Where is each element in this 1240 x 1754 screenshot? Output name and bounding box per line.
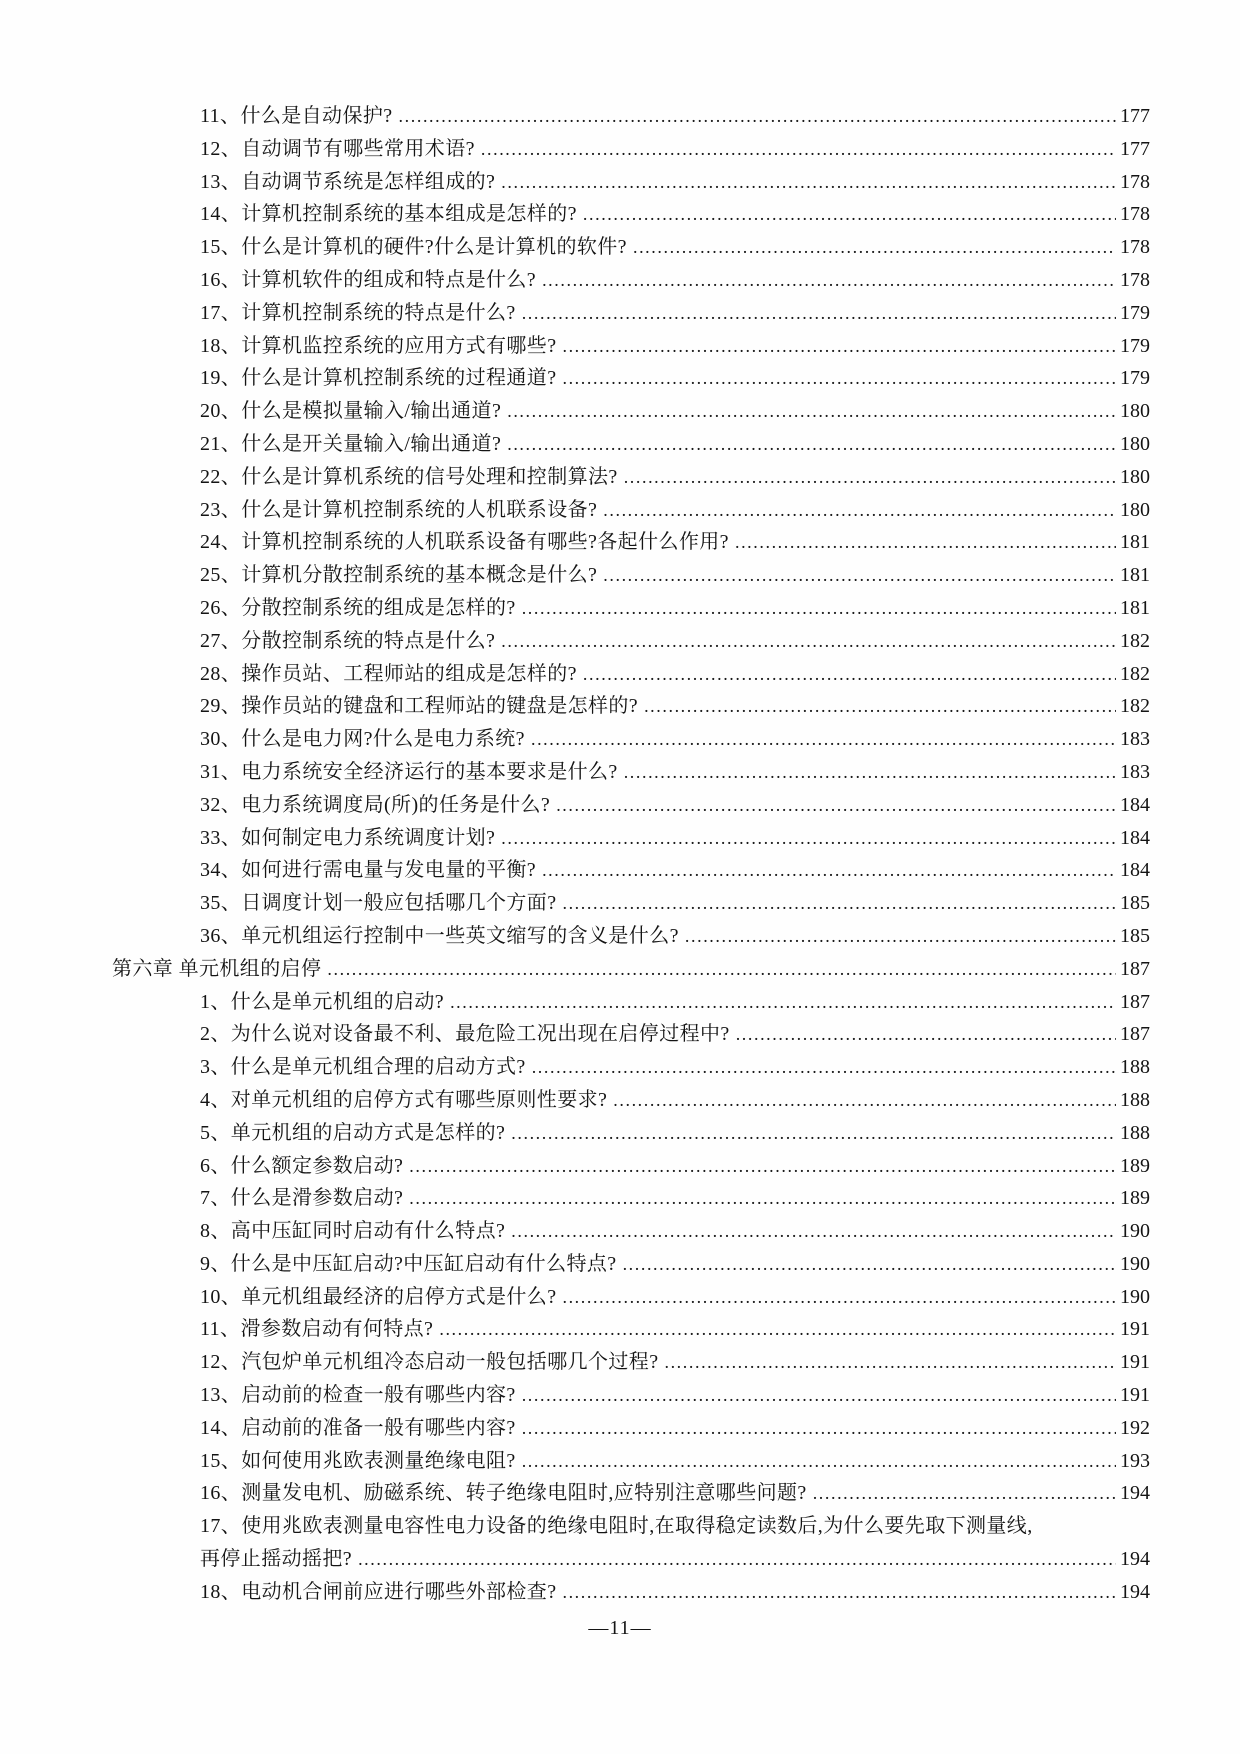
toc-entry	[112, 953, 1150, 986]
toc-entry-label: 19、什么是计算机控制系统的过程通道?	[200, 367, 557, 390]
toc-leader-dots	[501, 625, 1116, 658]
toc-leader-dots	[439, 1313, 1116, 1346]
toc-entry	[112, 1445, 1150, 1478]
toc-entry	[112, 494, 1150, 527]
toc-entry	[112, 822, 1150, 855]
toc-entry-label: 再停止摇动摇把?	[200, 1548, 353, 1571]
toc-entry-label: 16、测量发电机、励磁系统、转子绝缘电阻时,应特别注意哪些问题?	[200, 1482, 807, 1505]
toc-leader-dots	[562, 1576, 1116, 1609]
toc-page-number: 183	[1120, 760, 1150, 783]
toc-entry	[112, 854, 1150, 887]
toc-entry-label: 25、计算机分散控制系统的基本概念是什么?	[200, 564, 598, 587]
toc-entry	[112, 395, 1150, 428]
toc-entry-label: 6、什么额定参数启动?	[200, 1154, 404, 1177]
toc-entry	[112, 1150, 1150, 1183]
toc-leader-dots	[511, 1215, 1116, 1248]
toc-page-number: 184	[1120, 826, 1150, 849]
toc-leader-dots	[613, 1084, 1116, 1117]
toc-entry-label: 29、操作员站的键盘和工程师站的键盘是怎样的?	[200, 695, 639, 718]
toc-leader-dots	[813, 1477, 1116, 1510]
toc-leader-dots	[358, 1543, 1116, 1576]
toc-leader-dots	[556, 789, 1116, 822]
toc-entry-label: 12、自动调节有哪些常用术语?	[200, 137, 475, 160]
toc-entry	[112, 789, 1150, 822]
toc-entry-label: 13、启动前的检查一般有哪些内容?	[200, 1384, 516, 1407]
toc-entry-label: 36、单元机组运行控制中一些英文缩写的含义是什么?	[200, 924, 679, 947]
toc-entry-label: 5、单元机组的启动方式是怎样的?	[200, 1121, 506, 1144]
toc-page-number: 185	[1120, 892, 1150, 915]
toc-entry	[112, 559, 1150, 592]
toc-page-number: 183	[1120, 728, 1150, 751]
toc-page-number: 181	[1120, 596, 1150, 619]
toc-entry	[112, 1248, 1150, 1281]
toc-leader-dots	[399, 100, 1116, 133]
toc-page-number: 188	[1120, 1088, 1150, 1111]
toc-page-number: 188	[1120, 1121, 1150, 1144]
toc-page-number: 185	[1120, 924, 1150, 947]
page-footer-number: —11—	[588, 1617, 652, 1639]
toc-entry	[112, 690, 1150, 723]
toc-page-number: 182	[1120, 695, 1150, 718]
toc-leader-dots	[522, 592, 1116, 625]
toc-page-number: 181	[1120, 564, 1150, 587]
toc-page-number: 180	[1120, 465, 1150, 488]
toc-leader-dots	[603, 559, 1116, 592]
toc-entry-label: 14、启动前的准备一般有哪些内容?	[200, 1416, 516, 1439]
toc-page-number: 178	[1120, 268, 1150, 291]
toc-entry	[112, 166, 1150, 199]
toc-entry	[112, 231, 1150, 264]
toc-entry	[112, 1018, 1150, 1051]
toc-leader-dots	[664, 1346, 1116, 1379]
toc-entry-label: 7、什么是滑参数启动?	[200, 1187, 404, 1210]
toc-entry	[112, 133, 1150, 166]
toc-leader-dots	[522, 297, 1116, 330]
toc-leader-dots	[562, 887, 1116, 920]
toc-page-number: 179	[1120, 334, 1150, 357]
toc-page-number: 192	[1120, 1416, 1150, 1439]
toc-page-number: 179	[1120, 367, 1150, 390]
toc-page-number: 191	[1120, 1318, 1150, 1341]
toc-entry-label: 12、汽包炉单元机组冷态启动一般包括哪几个过程?	[200, 1351, 659, 1374]
toc-entry	[112, 297, 1150, 330]
toc-entry	[112, 264, 1150, 297]
toc-page-number: 188	[1120, 1056, 1150, 1079]
toc-page-number: 177	[1120, 105, 1150, 127]
toc-leader-dots	[562, 330, 1116, 363]
toc-entry	[112, 1412, 1150, 1445]
toc-entry-label: 10、单元机组最经济的启停方式是什么?	[200, 1285, 557, 1308]
toc-entry	[112, 1576, 1150, 1609]
toc-page-number: 181	[1120, 531, 1150, 554]
toc-page-number: 178	[1120, 203, 1150, 226]
toc-entry	[112, 100, 1150, 133]
toc-entry	[112, 887, 1150, 920]
toc-leader-dots	[623, 1248, 1116, 1281]
toc-page-number: 194	[1120, 1482, 1150, 1505]
toc-entry-label: 22、什么是计算机系统的信号处理和控制算法?	[200, 465, 618, 488]
toc-page-number: 191	[1120, 1351, 1150, 1374]
toc-leader-dots	[685, 920, 1116, 953]
toc-entry-label: 16、计算机软件的组成和特点是什么?	[200, 268, 537, 291]
toc-entry	[112, 1215, 1150, 1248]
toc-leader-dots	[522, 1445, 1116, 1478]
toc-page-number: 184	[1120, 793, 1150, 816]
toc-entry	[112, 723, 1150, 756]
toc-leader-dots	[450, 986, 1116, 1019]
toc-leader-dots	[562, 362, 1116, 395]
toc-entry-label: 14、计算机控制系统的基本组成是怎样的?	[200, 203, 577, 226]
toc-page-number: 182	[1120, 629, 1150, 652]
toc-entry	[112, 526, 1150, 559]
toc-page-number: 194	[1120, 1548, 1150, 1571]
toc-leader-dots	[409, 1150, 1116, 1183]
toc-entry	[112, 1379, 1150, 1412]
toc-entry-label: 9、什么是中压缸启动?中压缸启动有什么特点?	[200, 1252, 617, 1275]
toc-page-number: 178	[1120, 236, 1150, 259]
toc-page-number: 184	[1120, 859, 1150, 882]
toc-entry	[112, 1477, 1150, 1510]
toc-page-number: 187	[1120, 990, 1150, 1013]
toc-page-number: 179	[1120, 301, 1150, 324]
toc-leader-dots	[532, 1051, 1116, 1084]
toc-entry-label: 11、什么是自动保护?	[200, 105, 393, 127]
toc-entry-label: 18、电动机合闸前应进行哪些外部检查?	[200, 1580, 557, 1603]
toc-entry	[112, 986, 1150, 1019]
toc-entry-label: 17、计算机控制系统的特点是什么?	[200, 301, 516, 324]
toc-entry	[112, 625, 1150, 658]
toc-entry	[112, 1084, 1150, 1117]
toc-entry	[112, 1543, 1150, 1576]
toc-page-number: 189	[1120, 1187, 1150, 1210]
toc-page-number: 178	[1120, 170, 1150, 193]
toc-entry	[112, 428, 1150, 461]
toc-page-number: 187	[1120, 957, 1150, 980]
toc-leader-dots	[522, 1412, 1116, 1445]
toc-leader-dots	[409, 1182, 1116, 1215]
toc-leader-dots	[624, 756, 1116, 789]
toc-leader-dots	[507, 395, 1116, 428]
toc-leader-dots	[633, 231, 1116, 264]
toc-leader-dots	[603, 494, 1116, 527]
toc-leader-dots	[522, 1379, 1116, 1412]
toc-leader-dots	[327, 953, 1116, 986]
toc-leader-dots	[501, 822, 1116, 855]
toc-page-number: 180	[1120, 432, 1150, 455]
toc-leader-dots	[644, 690, 1116, 723]
toc-entry-label: 31、电力系统安全经济运行的基本要求是什么?	[200, 760, 618, 783]
toc-page-number: 180	[1120, 498, 1150, 521]
toc-entry	[112, 920, 1150, 953]
toc-page-number: 191	[1120, 1384, 1150, 1407]
toc-leader-dots	[501, 166, 1116, 199]
toc-leader-dots	[562, 1281, 1116, 1314]
toc-entry-label: 33、如何制定电力系统调度计划?	[200, 826, 496, 849]
toc-leader-dots	[583, 658, 1116, 691]
toc-entry-label: 23、什么是计算机控制系统的人机联系设备?	[200, 498, 598, 521]
toc-entry	[112, 1346, 1150, 1379]
toc-leader-dots	[511, 1117, 1116, 1150]
toc-page-number: 180	[1120, 400, 1150, 423]
toc-entry	[112, 1051, 1150, 1084]
toc-entry-label: 13、自动调节系统是怎样组成的?	[200, 170, 496, 193]
table-of-contents	[112, 100, 1150, 1609]
toc-entry	[112, 362, 1150, 395]
toc-entry-label: 15、如何使用兆欧表测量绝缘电阻?	[200, 1449, 516, 1472]
toc-entry-label: 第六章 单元机组的启停	[112, 957, 322, 980]
toc-page-number: 177	[1120, 137, 1150, 160]
toc-leader-dots	[735, 526, 1116, 559]
toc-entry-label: 35、日调度计划一般应包括哪几个方面?	[200, 892, 557, 915]
toc-leader-dots	[507, 428, 1116, 461]
toc-entry-label: 20、什么是模拟量输入/输出通道?	[200, 400, 502, 423]
toc-entry-label: 34、如何进行需电量与发电量的平衡?	[200, 859, 537, 882]
toc-entry	[112, 1281, 1150, 1314]
toc-page-number: 187	[1120, 1023, 1150, 1046]
toc-entry	[112, 756, 1150, 789]
toc-entry	[112, 592, 1150, 625]
toc-entry	[112, 1510, 1150, 1543]
toc-entry-label: 21、什么是开关量输入/输出通道?	[200, 432, 502, 455]
toc-leader-dots	[736, 1018, 1116, 1051]
toc-leader-dots	[542, 264, 1116, 297]
toc-entry-label: 4、对单元机组的启停方式有哪些原则性要求?	[200, 1088, 608, 1111]
toc-leader-dots	[542, 854, 1116, 887]
toc-leader-dots	[583, 198, 1116, 231]
toc-leader-dots	[624, 461, 1116, 494]
toc-entry	[112, 1313, 1150, 1346]
toc-page-number: 189	[1120, 1154, 1150, 1177]
toc-leader-dots	[531, 723, 1116, 756]
toc-entry-label: 1、什么是单元机组的启动?	[200, 990, 445, 1013]
toc-entry	[112, 1117, 1150, 1150]
toc-entry	[112, 198, 1150, 231]
toc-page-number: 194	[1120, 1580, 1150, 1603]
toc-entry-label: 32、电力系统调度局(所)的任务是什么?	[200, 793, 551, 816]
toc-entry-label: 27、分散控制系统的特点是什么?	[200, 629, 496, 652]
toc-entry-label: 24、计算机控制系统的人机联系设备有哪些?各起什么作用?	[200, 531, 729, 554]
toc-page-number: 190	[1120, 1285, 1150, 1308]
toc-entry-label: 15、什么是计算机的硬件?什么是计算机的软件?	[200, 236, 627, 259]
toc-page-number: 182	[1120, 662, 1150, 685]
toc-entry-label: 11、滑参数启动有何特点?	[200, 1318, 434, 1341]
toc-page-number: 190	[1120, 1252, 1150, 1275]
toc-entry	[112, 658, 1150, 691]
toc-leader-dots	[481, 133, 1116, 166]
toc-entry-label: 3、什么是单元机组合理的启动方式?	[200, 1056, 526, 1079]
toc-entry	[112, 1182, 1150, 1215]
toc-entry-label: 30、什么是电力网?什么是电力系统?	[200, 728, 525, 751]
toc-entry-label: 17、使用兆欧表测量电容性电力设备的绝缘电阻时,在取得稳定读数后,为什么要先取下测量线,	[200, 1515, 1033, 1538]
toc-entry-label: 2、为什么说对设备最不利、最危险工况出现在启停过程中?	[200, 1023, 730, 1046]
toc-entry	[112, 461, 1150, 494]
toc-entry-label: 8、高中压缸同时启动有什么特点?	[200, 1220, 506, 1243]
toc-entry-label: 28、操作员站、工程师站的组成是怎样的?	[200, 662, 577, 685]
toc-entry-label: 26、分散控制系统的组成是怎样的?	[200, 596, 516, 619]
toc-page-number: 190	[1120, 1220, 1150, 1243]
toc-entry	[112, 330, 1150, 363]
toc-page-number: 193	[1120, 1449, 1150, 1472]
toc-entry-label: 18、计算机监控系统的应用方式有哪些?	[200, 334, 557, 357]
